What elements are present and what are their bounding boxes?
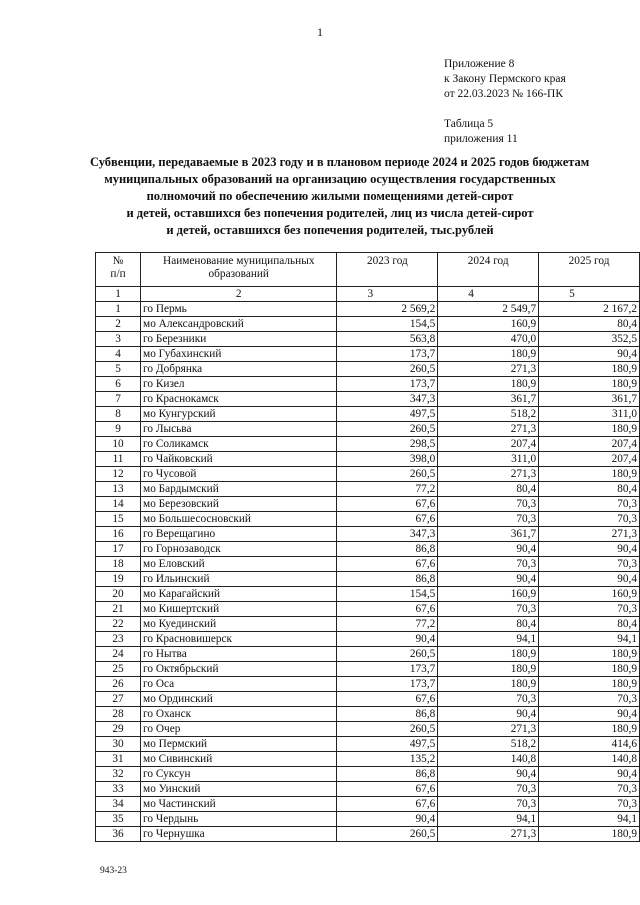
table-row — [96, 797, 640, 812]
value-2024: 70,3 — [438, 512, 539, 527]
value-2023: 563,8 — [337, 332, 438, 347]
row-number: 2 — [96, 317, 141, 332]
value-2025: 2 167,2 — [539, 302, 640, 317]
municipality-name: мо Ординский — [141, 692, 337, 707]
title-line: муниципальных образований на организацию осуществления государственных — [104, 172, 556, 186]
row-number: 17 — [96, 542, 141, 557]
value-2025: 80,4 — [539, 617, 640, 632]
value-2024: 207,4 — [438, 437, 539, 452]
annex-line: от 22.03.2023 № 166-ПК — [444, 88, 564, 100]
table-row — [96, 662, 640, 677]
municipality-name: го Чердынь — [141, 812, 337, 827]
value-2025: 180,9 — [539, 647, 640, 662]
municipality-name: го Кизел — [141, 377, 337, 392]
row-number: 20 — [96, 587, 141, 602]
row-number: 9 — [96, 422, 141, 437]
row-number: 1 — [96, 302, 141, 317]
value-2023: 90,4 — [337, 632, 438, 647]
value-2025: 207,4 — [539, 452, 640, 467]
row-number: 33 — [96, 782, 141, 797]
table-row — [96, 302, 640, 317]
value-2025: 90,4 — [539, 542, 640, 557]
table-row — [96, 692, 640, 707]
table-row — [96, 332, 640, 347]
header-number — [96, 253, 141, 287]
value-2024: 361,7 — [438, 527, 539, 542]
municipality-name: го Оханск — [141, 707, 337, 722]
row-number: 29 — [96, 722, 141, 737]
value-2023: 173,7 — [337, 377, 438, 392]
value-2025: 140,8 — [539, 752, 640, 767]
value-2023: 86,8 — [337, 767, 438, 782]
table-row — [96, 482, 640, 497]
value-2025: 180,9 — [539, 422, 640, 437]
row-number: 16 — [96, 527, 141, 542]
municipality-name: мо Александровский — [141, 317, 337, 332]
value-2023: 347,3 — [337, 392, 438, 407]
value-2025: 90,4 — [539, 767, 640, 782]
municipality-name: го Пермь — [141, 302, 337, 317]
value-2024: 160,9 — [438, 587, 539, 602]
row-number: 7 — [96, 392, 141, 407]
value-2024: 180,9 — [438, 347, 539, 362]
value-2024: 518,2 — [438, 737, 539, 752]
row-number: 28 — [96, 707, 141, 722]
row-number: 10 — [96, 437, 141, 452]
row-number: 36 — [96, 827, 141, 842]
value-2025: 180,9 — [539, 467, 640, 482]
value-2023: 77,2 — [337, 482, 438, 497]
municipality-name: го Лысьва — [141, 422, 337, 437]
table-row — [96, 722, 640, 737]
municipality-name: го Верещагино — [141, 527, 337, 542]
header-2025: 2025 год — [539, 253, 640, 287]
value-2024: 361,7 — [438, 392, 539, 407]
table-row — [96, 497, 640, 512]
table-row — [96, 452, 640, 467]
table-row — [96, 512, 640, 527]
value-2025: 207,4 — [539, 437, 640, 452]
row-number: 4 — [96, 347, 141, 362]
value-2024: 94,1 — [438, 812, 539, 827]
annex-line: к Закону Пермского края — [444, 73, 566, 85]
row-number: 32 — [96, 767, 141, 782]
municipality-name: мо Частинский — [141, 797, 337, 812]
value-2025: 70,3 — [539, 797, 640, 812]
value-2024: 180,9 — [438, 677, 539, 692]
value-2023: 173,7 — [337, 677, 438, 692]
value-2024: 311,0 — [438, 452, 539, 467]
municipality-name: мо Уинский — [141, 782, 337, 797]
title-line: Субвенции, передаваемые в 2023 году и в плановом периоде 2024 и 2025 годов бюджетам — [90, 155, 590, 169]
value-2024: 80,4 — [438, 482, 539, 497]
value-2023: 67,6 — [337, 782, 438, 797]
value-2023: 154,5 — [337, 317, 438, 332]
table-row — [96, 707, 640, 722]
annex-line: Таблица 5 — [444, 118, 494, 130]
value-2024: 271,3 — [438, 722, 539, 737]
table-row — [96, 827, 640, 842]
value-2025: 180,9 — [539, 827, 640, 842]
table-row — [96, 587, 640, 602]
table-body — [96, 302, 640, 842]
value-2023: 497,5 — [337, 737, 438, 752]
municipality-name: мо Пермский — [141, 737, 337, 752]
row-number: 19 — [96, 572, 141, 587]
value-2023: 260,5 — [337, 362, 438, 377]
row-number: 30 — [96, 737, 141, 752]
value-2024: 90,4 — [438, 767, 539, 782]
table-row — [96, 542, 640, 557]
value-2023: 67,6 — [337, 512, 438, 527]
row-number: 6 — [96, 377, 141, 392]
value-2024: 90,4 — [438, 572, 539, 587]
value-2023: 77,2 — [337, 617, 438, 632]
table-row — [96, 362, 640, 377]
row-number: 26 — [96, 677, 141, 692]
value-2023: 154,5 — [337, 587, 438, 602]
municipality-name: мо Березовский — [141, 497, 337, 512]
table-row — [96, 647, 640, 662]
municipality-name: го Соликамск — [141, 437, 337, 452]
page-number: 1 — [317, 25, 323, 39]
column-number: 4 — [438, 287, 539, 302]
value-2023: 67,6 — [337, 692, 438, 707]
value-2023: 497,5 — [337, 407, 438, 422]
value-2024: 271,3 — [438, 827, 539, 842]
annex-line: Приложение 8 — [444, 58, 515, 70]
column-numbering-row — [96, 287, 640, 302]
value-2023: 347,3 — [337, 527, 438, 542]
value-2025: 160,9 — [539, 587, 640, 602]
value-2025: 90,4 — [539, 572, 640, 587]
value-2023: 67,6 — [337, 557, 438, 572]
value-2024: 160,9 — [438, 317, 539, 332]
row-number: 18 — [96, 557, 141, 572]
value-2025: 70,3 — [539, 497, 640, 512]
value-2023: 67,6 — [337, 602, 438, 617]
value-2025: 180,9 — [539, 377, 640, 392]
municipality-name: мо Куединский — [141, 617, 337, 632]
row-number: 21 — [96, 602, 141, 617]
table-row — [96, 407, 640, 422]
value-2024: 271,3 — [438, 362, 539, 377]
row-number: 3 — [96, 332, 141, 347]
value-2024: 470,0 — [438, 332, 539, 347]
value-2025: 90,4 — [539, 707, 640, 722]
value-2025: 70,3 — [539, 692, 640, 707]
title-line: полномочий по обеспечению жилыми помещениями детей-сирот — [146, 189, 514, 203]
column-number: 5 — [539, 287, 640, 302]
value-2025: 352,5 — [539, 332, 640, 347]
header-number-line1: № — [112, 255, 124, 267]
value-2023: 67,6 — [337, 797, 438, 812]
value-2025: 271,3 — [539, 527, 640, 542]
value-2024: 70,3 — [438, 782, 539, 797]
municipality-name: мо Еловский — [141, 557, 337, 572]
row-number: 23 — [96, 632, 141, 647]
table-row — [96, 557, 640, 572]
table-row — [96, 752, 640, 767]
table-row — [96, 572, 640, 587]
municipality-name: го Горнозаводск — [141, 542, 337, 557]
row-number: 8 — [96, 407, 141, 422]
table-row — [96, 617, 640, 632]
table-row — [96, 317, 640, 332]
value-2025: 80,4 — [539, 482, 640, 497]
value-2024: 518,2 — [438, 407, 539, 422]
table-row — [96, 527, 640, 542]
municipality-name: го Чусовой — [141, 467, 337, 482]
row-number: 22 — [96, 617, 141, 632]
value-2024: 80,4 — [438, 617, 539, 632]
municipality-name: го Ильинский — [141, 572, 337, 587]
municipality-name: го Нытва — [141, 647, 337, 662]
value-2023: 86,8 — [337, 707, 438, 722]
municipality-name: мо Губахинский — [141, 347, 337, 362]
municipality-name: мо Сивинский — [141, 752, 337, 767]
title-line: и детей, оставшихся без попечения родителей, тыс.рублей — [166, 223, 494, 237]
table-row — [96, 767, 640, 782]
value-2023: 260,5 — [337, 647, 438, 662]
row-number: 34 — [96, 797, 141, 812]
municipality-name: мо Кишертский — [141, 602, 337, 617]
header-2024: 2024 год — [438, 253, 539, 287]
value-2025: 311,0 — [539, 407, 640, 422]
header-2023: 2023 год — [337, 253, 438, 287]
value-2024: 90,4 — [438, 707, 539, 722]
value-2024: 271,3 — [438, 422, 539, 437]
value-2023: 260,5 — [337, 467, 438, 482]
value-2023: 135,2 — [337, 752, 438, 767]
municipality-name: го Суксун — [141, 767, 337, 782]
value-2024: 180,9 — [438, 377, 539, 392]
municipality-name: го Березники — [141, 332, 337, 347]
value-2025: 70,3 — [539, 782, 640, 797]
header-name — [141, 253, 337, 287]
municipality-name: го Октябрьский — [141, 662, 337, 677]
value-2023: 173,7 — [337, 347, 438, 362]
value-2023: 86,8 — [337, 542, 438, 557]
table-row — [96, 392, 640, 407]
row-number: 5 — [96, 362, 141, 377]
value-2024: 70,3 — [438, 497, 539, 512]
value-2023: 90,4 — [337, 812, 438, 827]
annex-block — [444, 57, 566, 147]
header-name-line2: образований — [208, 268, 269, 280]
value-2024: 70,3 — [438, 797, 539, 812]
row-number: 12 — [96, 467, 141, 482]
table-row — [96, 632, 640, 647]
table-row — [96, 377, 640, 392]
row-number: 31 — [96, 752, 141, 767]
value-2024: 90,4 — [438, 542, 539, 557]
annex-line: приложения 11 — [444, 133, 518, 145]
table-row — [96, 602, 640, 617]
table-row — [96, 677, 640, 692]
row-number: 15 — [96, 512, 141, 527]
municipality-name: го Чайковский — [141, 452, 337, 467]
table-row — [96, 782, 640, 797]
value-2024: 271,3 — [438, 467, 539, 482]
row-number: 14 — [96, 497, 141, 512]
row-number: 24 — [96, 647, 141, 662]
header-number-line2: п/п — [110, 268, 126, 280]
column-number: 2 — [141, 287, 337, 302]
table-row — [96, 437, 640, 452]
row-number: 11 — [96, 452, 141, 467]
value-2025: 414,6 — [539, 737, 640, 752]
value-2023: 67,6 — [337, 497, 438, 512]
row-number: 27 — [96, 692, 141, 707]
value-2024: 180,9 — [438, 662, 539, 677]
column-number: 3 — [337, 287, 438, 302]
row-number: 25 — [96, 662, 141, 677]
municipality-name: го Краснокамск — [141, 392, 337, 407]
table-row — [96, 467, 640, 482]
value-2024: 70,3 — [438, 692, 539, 707]
header-row — [96, 253, 640, 287]
value-2024: 70,3 — [438, 602, 539, 617]
municipality-name: мо Кунгурский — [141, 407, 337, 422]
value-2025: 70,3 — [539, 512, 640, 527]
value-2023: 260,5 — [337, 422, 438, 437]
municipality-name: го Очер — [141, 722, 337, 737]
row-number: 13 — [96, 482, 141, 497]
value-2024: 140,8 — [438, 752, 539, 767]
subsidies-table — [95, 252, 640, 842]
row-number: 35 — [96, 812, 141, 827]
municipality-name: мо Бардымский — [141, 482, 337, 497]
municipality-name: мо Большесосновский — [141, 512, 337, 527]
value-2024: 2 549,7 — [438, 302, 539, 317]
value-2025: 90,4 — [539, 347, 640, 362]
table-row — [96, 737, 640, 752]
value-2025: 70,3 — [539, 602, 640, 617]
value-2023: 260,5 — [337, 827, 438, 842]
value-2023: 398,0 — [337, 452, 438, 467]
table-row — [96, 422, 640, 437]
value-2025: 180,9 — [539, 662, 640, 677]
header-name-line1: Наименование муниципальных — [163, 255, 315, 267]
municipality-name: го Добрянка — [141, 362, 337, 377]
value-2023: 86,8 — [337, 572, 438, 587]
value-2023: 260,5 — [337, 722, 438, 737]
value-2025: 80,4 — [539, 317, 640, 332]
municipality-name: мо Карагайский — [141, 587, 337, 602]
value-2025: 180,9 — [539, 362, 640, 377]
value-2024: 94,1 — [438, 632, 539, 647]
municipality-name: го Чернушка — [141, 827, 337, 842]
value-2025: 361,7 — [539, 392, 640, 407]
value-2023: 298,5 — [337, 437, 438, 452]
title-line: и детей, оставшихся без попечения родителей, лиц из числа детей-сирот — [126, 206, 534, 220]
column-number: 1 — [96, 287, 141, 302]
municipality-name: го Оса — [141, 677, 337, 692]
value-2023: 173,7 — [337, 662, 438, 677]
footer-code: 943-23 — [100, 866, 127, 876]
value-2024: 70,3 — [438, 557, 539, 572]
value-2025: 180,9 — [539, 677, 640, 692]
value-2024: 180,9 — [438, 647, 539, 662]
municipality-name: го Красновишерск — [141, 632, 337, 647]
value-2025: 94,1 — [539, 632, 640, 647]
table-row — [96, 812, 640, 827]
value-2025: 70,3 — [539, 557, 640, 572]
value-2023: 2 569,2 — [337, 302, 438, 317]
value-2025: 94,1 — [539, 812, 640, 827]
document-title — [90, 154, 590, 239]
table-row — [96, 347, 640, 362]
value-2025: 180,9 — [539, 722, 640, 737]
